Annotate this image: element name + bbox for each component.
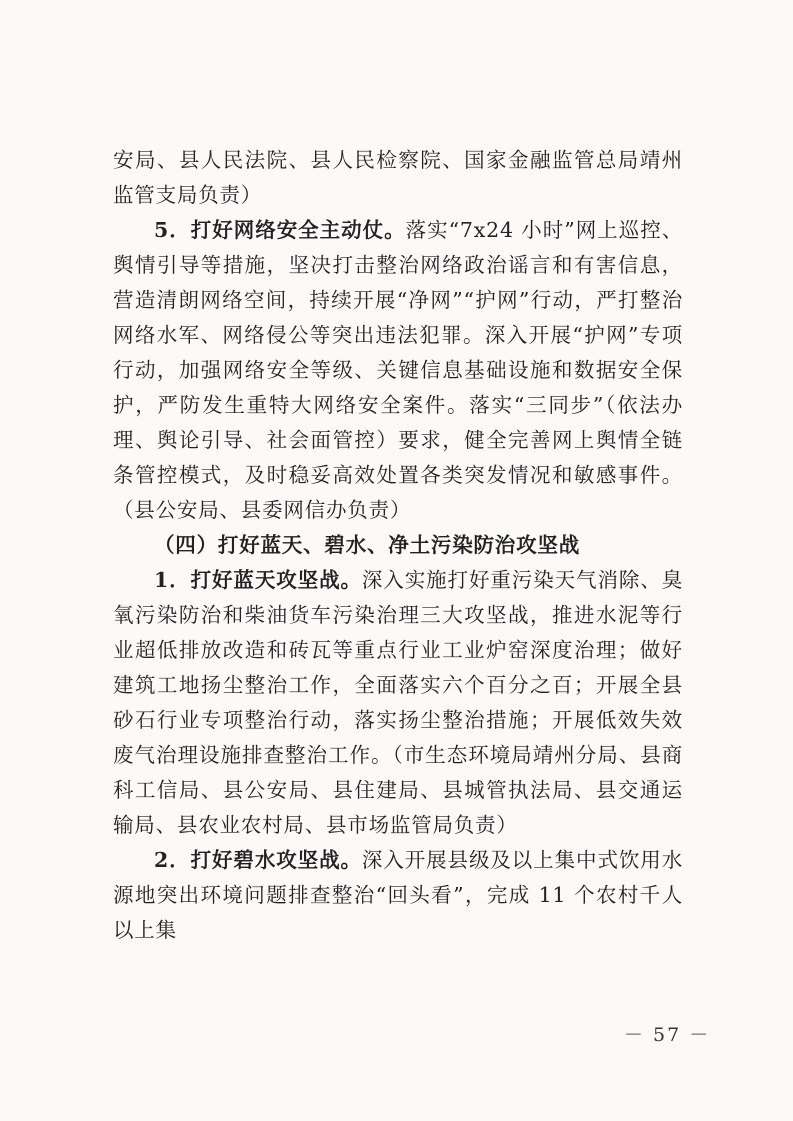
page-number: － 57 － xyxy=(624,1024,711,1046)
section-heading xyxy=(113,528,683,563)
paragraph-1 xyxy=(113,143,683,213)
paragraph-2 xyxy=(113,213,683,528)
section-heading-text: （四）打好蓝天、碧水、净土污染防治攻坚战 xyxy=(154,533,580,557)
paragraph-3 xyxy=(113,563,683,843)
paragraph-3-text: 深入实施打好重污染天气消除、臭氧污染防治和柴油货车污染治理三大攻坚战，推进水泥等行业超低排放改造和砖瓦等重点行业工业炉窑深度治理；做好建筑工地扬尘整治工作，全面落实六个百分之百；开展全县砂石行业专项整治行动，落实扬尘整治措施；开展低效失效废气治理设施排查整治工作。（市生态环境局靖州分局、县商科工信局、县公安局、县住建局、县城管执法局、县交通运输局、县农业农村局、县市场监管局负责） xyxy=(113,568,684,837)
paragraph-4-lead: 2．打好碧水攻坚战。 xyxy=(154,848,362,872)
paragraph-3-lead: 1．打好蓝天攻坚战。 xyxy=(154,568,362,592)
paragraph-4-text: 深入开展县级及以上集中式饮用水源地突出环境问题排查整治“回头看”，完成 11 个农村千人以上集 xyxy=(113,848,684,942)
body-text xyxy=(113,143,683,948)
paragraph-1-text: 安局、县人民法院、县人民检察院、国家金融监管总局靖州监管支局负责） xyxy=(113,148,683,207)
paragraph-2-text: 落实“7x24 小时”网上巡控、舆情引导等措施，坚决打击整治网络政治谣言和有害信息，营造清朗网络空间，持续开展“净网”“护网”行动，严打整治网络水军、网络侵公等突出违法犯罪。深入开展“护网”专项行动，加强网络安全等级、关键信息基础设施和数据安全保护，严防发生重特大网络安全案件。落实“三同步”（依法办理、舆论引导、社会面管控）要求，健全完善网上舆情全链条管控模式，及时稳妥高效处置各类突发情况和敏感事件。（县公安局、县委网信办负责） xyxy=(113,218,683,522)
paragraph-4 xyxy=(113,843,683,948)
paragraph-2-lead: 5．打好网络安全主动仗。 xyxy=(154,218,406,242)
